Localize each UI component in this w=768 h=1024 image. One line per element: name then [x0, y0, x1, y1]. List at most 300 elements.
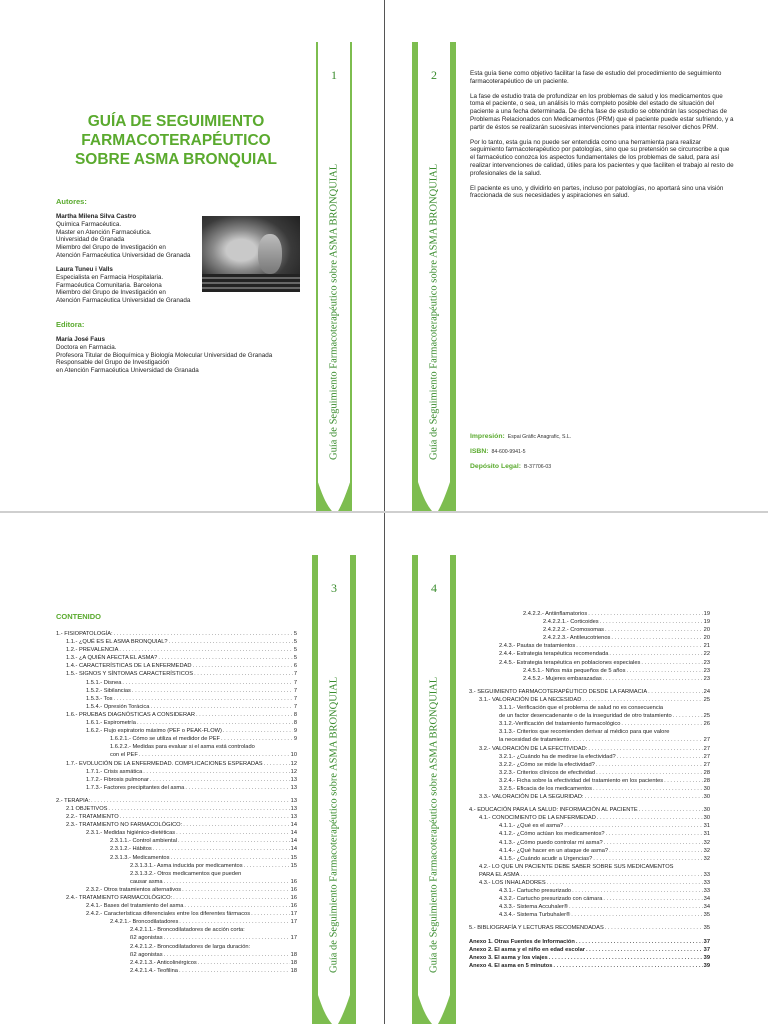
- toc-page-number: 13: [290, 814, 297, 821]
- toc-entry: [469, 728, 710, 736]
- toc-entry: [469, 855, 710, 863]
- toc-entry-title: de un factor desencadenante o de la inseguridad de otro tratamiento: [499, 713, 672, 720]
- toc-entry: [56, 735, 297, 743]
- toc-entry-title: 2.3.- TRATAMIENTO NO FARMACOLÓGICO:: [66, 822, 183, 829]
- toc-entry-title: 3.1.3.- Criterios que recomienden derivar al médico para que valore: [499, 729, 670, 736]
- toc-page-number: 14: [290, 830, 297, 837]
- editor-line: Profesora Titular de Bioquímica y Biología Molecular Universidad de Granada: [56, 351, 273, 359]
- author-1: [56, 213, 206, 260]
- toc-entry: [469, 895, 710, 903]
- toc-leader-dots: [113, 695, 292, 703]
- toc-entry: [469, 650, 710, 658]
- paragraph: Por lo tanto, esta guía no puede ser entendida como una herramienta para realizar seguimiento farmacoterapéutico por patologías, sino que su pretensión se circunscribe a que el farmacéutico conozca los aspectos fundamentales de los problemas de salud, para así realizar intervenciones de calidad, útiles para los pacientes y que faciliten el trabajo al resto de profesionales de la salud.: [470, 138, 734, 177]
- toc-entry-title: 2.3.1.3.2.- Otros medicamentos que pueden: [130, 870, 242, 877]
- toc-leader-dots: [194, 670, 293, 678]
- toc-entry-title: 5.- BIBLIOGRAFÍA Y LECTURAS RECOMENDADAS: [469, 925, 604, 932]
- toc-entry-title: 4.3.2.- Cartucho presurizado con cámara: [499, 896, 603, 903]
- toc-page-number: 28: [703, 777, 710, 784]
- toc-entry: [56, 926, 297, 934]
- toc-page-number: 18: [290, 967, 297, 974]
- toc-page-number: 23: [703, 675, 710, 682]
- running-title: Guía de Seguimiento Farmacoterapéutico sobre ASMA BRONQUIAL: [428, 163, 440, 460]
- page-4: [384, 513, 768, 1024]
- toc-entry: [56, 854, 297, 862]
- toc-entry: [56, 959, 297, 967]
- toc-entry-title: 3.- SEGUIMIENTO FARMACOTERAPÉUTICO DESDE LA FARMACIA: [469, 688, 648, 695]
- toc-leader-dots: [184, 902, 289, 910]
- toc-leader-dots: [673, 712, 703, 720]
- toc-leader-dots: [137, 719, 293, 727]
- author-2: [56, 266, 206, 305]
- page-number: 3: [331, 581, 337, 595]
- toc-page-number: 8: [293, 711, 297, 718]
- toc-leader-dots: [182, 886, 290, 894]
- toc-leader-dots: [179, 918, 289, 926]
- toc-leader-dots: [183, 821, 289, 829]
- toc-entry-title: 2.4.2.2.2.- Cromosomas: [543, 627, 605, 634]
- toc-page-number: 7: [293, 679, 297, 686]
- toc-entry: [56, 837, 297, 845]
- toc-entry: [56, 862, 297, 870]
- toc-entry: [469, 667, 710, 675]
- intro-text: [470, 70, 735, 207]
- toc-entry: [469, 720, 710, 728]
- toc-entry: [56, 743, 297, 751]
- toc-page-number: 22: [703, 651, 710, 658]
- toc-leader-dots: [597, 814, 703, 822]
- toc-page-number: 5: [293, 631, 297, 637]
- toc-entry: [56, 797, 297, 805]
- toc-page-number: 39: [703, 962, 710, 969]
- toc-page-number: 19: [703, 619, 710, 626]
- side-band: [412, 555, 456, 1024]
- toc-entry: [56, 813, 297, 821]
- author-line: Master en Atención Farmacéutica.: [56, 228, 152, 236]
- toc-leader-dots: [585, 793, 703, 801]
- toc-entry-title: 1.6.2.2.- Medidas para evaluar si el asma está controlado: [110, 744, 255, 751]
- toc-entry-title: 4.1.3.- ¿Cómo puedo controlar mi asma?: [499, 839, 603, 846]
- toc-entry-title: causar asma: [130, 878, 163, 885]
- toc-entry-title: 3.2.5.- Eficacia de los medicamentos: [499, 785, 592, 792]
- toc-page-number: 14: [290, 838, 297, 845]
- page-number: 2: [431, 68, 437, 82]
- title-line: SOBRE ASMA BRONQUIAL: [74, 151, 278, 168]
- toc-entry-title: Anexo 1. Otras Fuentes de Información: [469, 938, 575, 945]
- toc-entry-title: 1.- FISIOPATOLOGÍA:: [56, 631, 113, 637]
- isbn-line: [470, 448, 526, 455]
- toc-entry: [56, 662, 297, 670]
- toc-entry: [469, 712, 710, 720]
- toc-page-number: 30: [703, 815, 710, 822]
- toc-heading: CONTENIDO: [56, 612, 101, 621]
- toc-list: [56, 630, 297, 975]
- toc-page-number: 23: [703, 659, 710, 666]
- toc-entry-title: 2.4.5.1.- Niños más pequeños de 5 años: [523, 667, 626, 674]
- toc-page-number: 9: [293, 728, 297, 735]
- toc-page-number: 26: [703, 721, 710, 728]
- author-line: Química Farmacéutica.: [56, 220, 122, 228]
- toc-entry-title: 3.2.2.- ¿Cómo se mide la efectividad?: [499, 761, 595, 768]
- toc-page-number: 39: [703, 954, 710, 961]
- toc-entry-title: 2.3.1.- Medidas higiénico-dietéticas: [86, 830, 176, 837]
- toc-leader-dots: [596, 761, 703, 769]
- toc-leader-dots: [179, 967, 290, 975]
- toc-entry: [469, 806, 710, 814]
- toc-page-number: 24: [703, 688, 710, 695]
- toc-page-number: 20: [703, 627, 710, 634]
- toc-page-number: 27: [703, 753, 710, 760]
- toc-leader-dots: [572, 887, 703, 895]
- toc-entry: [56, 768, 297, 776]
- toc-leader-dots: [132, 687, 293, 695]
- toc-page-number: 35: [703, 912, 710, 919]
- toc-page-number: 7: [293, 671, 297, 678]
- toc-leader-dots: [244, 862, 290, 870]
- toc-leader-dots: [605, 626, 703, 634]
- toc-entry-title: 4.1.2.- ¿Cómo actúan los medicamentos?: [499, 831, 605, 838]
- toc-entry-title: 1.6.- PRUEBAS DIAGNÓSTICAS A CONSIDERAR: [66, 711, 195, 718]
- toc-leader-dots: [596, 769, 703, 777]
- toc-entry-title: 1.6.1.- Espirometría: [86, 720, 136, 727]
- toc-entry-title: 1.6.2.1.- Cómo se utiliza el medidor de PEF: [110, 736, 221, 743]
- side-band: [312, 555, 356, 1024]
- toc-leader-dots: [588, 745, 702, 753]
- toc-entry: [56, 821, 297, 829]
- toc-entry: [469, 785, 710, 793]
- toc-page-number: 35: [703, 925, 710, 932]
- toc-page-number: 13: [290, 776, 297, 783]
- toc-page-number: 33: [703, 888, 710, 895]
- toc-entry: [56, 679, 297, 687]
- side-band: [412, 42, 456, 511]
- toc-entry: [469, 814, 710, 822]
- toc-entry-title: 4.3.3.- Sistema Accuhaler®: [499, 904, 568, 911]
- toc-entry: [469, 688, 710, 696]
- toc-entry: [469, 736, 710, 744]
- toc-entry: [56, 711, 297, 719]
- toc-entry: [469, 618, 710, 626]
- toc-leader-dots: [139, 751, 290, 759]
- toc-leader-dots: [593, 855, 702, 863]
- toc-entry-title: 1.5.4.- Opresión Torácica: [86, 703, 150, 710]
- toc-entry-title: 3.2.1.- ¿Cuándo ha de medirse la efectividad?: [499, 753, 616, 760]
- toc-entry-title: 2.3.1.2.- Hábitos: [110, 846, 152, 853]
- toc-leader-dots: [108, 805, 289, 813]
- toc-leader-dots: [158, 654, 292, 662]
- editor-line: en Atención Farmacéutica Universidad de Granada: [56, 367, 199, 375]
- toc-page-number: 7: [293, 695, 297, 702]
- toc-entry-title: con el PEF: [110, 752, 138, 759]
- toc-leader-dots: [143, 768, 289, 776]
- side-band: [312, 42, 356, 511]
- toc-entry-title: 1.5.2.- Sibilancias: [86, 687, 131, 694]
- toc-leader-dots: [91, 797, 290, 805]
- toc-list: [469, 610, 710, 970]
- toc-page-number: 30: [703, 807, 710, 814]
- toc-entry-title: 2.3.1.3.- Medicamentos: [110, 854, 170, 861]
- toc-leader-dots: [192, 662, 292, 670]
- toc-entry: [469, 626, 710, 634]
- deposito-value: B-37706-03: [523, 464, 552, 470]
- toc-entry: [56, 695, 297, 703]
- toc-leader-dots: [621, 720, 702, 728]
- toc-entry-title: 1.7.1.- Crisis asmática: [86, 768, 143, 775]
- page-number: 4: [431, 581, 437, 595]
- toc-entry-title: 3.2.- VALORACIÓN DE LA EFECTIVIDAD:: [479, 745, 588, 752]
- toc-page-number: 32: [703, 847, 710, 854]
- toc-entry-title: la necesidad de tratamiento: [499, 737, 569, 744]
- toc-page-number: 17: [290, 919, 297, 926]
- toc-entry: [469, 946, 710, 954]
- toc-entry: [56, 784, 297, 792]
- toc-entry-title: 1.5.- SIGNOS Y SÍNTOMAS CARACTERÍSTICOS: [66, 671, 194, 678]
- toc-page-number: 12: [290, 768, 297, 775]
- toc-page-number: 15: [290, 862, 297, 869]
- toc-page-number: 27: [703, 745, 710, 752]
- toc-entry: [469, 777, 710, 785]
- author-line: Especialista en Farmacia Hospitalaria.: [56, 273, 164, 281]
- child-photo: [202, 216, 300, 292]
- toc-entry-title: 4.1.4.- ¿Qué hacer en un ataque de asma?: [499, 847, 609, 854]
- toc-page-number: 21: [703, 643, 710, 650]
- toc-entry: [469, 879, 710, 887]
- toc-leader-dots: [547, 879, 703, 887]
- toc-entry-title: 3.1.2.-Verificación del tratamiento farmacológico: [499, 721, 621, 728]
- toc-entry-title: 2.4.- TRATAMIENTO FARMACOLÓGICO:: [66, 895, 173, 901]
- toc-leader-dots: [664, 777, 703, 785]
- toc-leader-dots: [569, 903, 703, 911]
- toc-entry: [469, 769, 710, 777]
- paragraph: La fase de estudio trata de profundizar en los problemas de salud y los medicamentos que toma el paciente, o sea, un análisis lo más completo posible del estado de situación del paciente a una fecha determinada. De dicha fase de estudio se obtendrán las sospechas de Problemas Relacionados con Medicamentos (PRM) que el paciente puede estar sufriendo, y a partir de éstos se realizarán sucesivas intervenciones para intentar resolver dichos PRM.: [470, 92, 734, 131]
- toc-entry: [469, 704, 710, 712]
- toc-leader-dots: [617, 753, 703, 761]
- toc-leader-dots: [600, 618, 703, 626]
- toc-entry-title: 2.4.2.1.3.- Anticolinérgicos: [130, 959, 197, 966]
- toc-entry: [469, 793, 710, 801]
- toc-entry-title: 4.1.5.- ¿Cuándo acudir a Urgencias?: [499, 855, 593, 862]
- toc-leader-dots: [164, 878, 290, 886]
- toc-entry: [469, 938, 710, 946]
- toc-leader-dots: [173, 894, 290, 902]
- toc-page-number: 5: [293, 655, 297, 662]
- toc-leader-dots: [122, 679, 292, 687]
- toc-entry: [469, 839, 710, 847]
- toc-entry: [469, 871, 710, 879]
- author-line: Miembro del Grupo de Investigación en: [56, 244, 166, 252]
- imprint-value: Espai Gràfic Anagrafic, S.L.: [507, 434, 572, 440]
- toc-leader-dots: [582, 696, 702, 704]
- toc-entry-title: 2.4.3.- Pautas de tratamientos: [499, 643, 576, 650]
- toc-entry-title: 3.3.- VALORACIÓN DE LA SEGURIDAD:: [479, 794, 584, 801]
- paragraph: El paciente es uno, y dividirlo en partes, incluso por patologías, no aportará sino una visión fraccionada de sus necesidades y aspiraciones en salud.: [470, 184, 724, 200]
- toc-entry-title: Anexo 3. El asma y los viajes: [469, 954, 548, 961]
- toc-entry: [469, 761, 710, 769]
- toc-entry: [56, 902, 297, 910]
- isbn-label: ISBN:: [470, 448, 489, 455]
- toc-page-number: 25: [703, 696, 710, 703]
- toc-entry-title: 4.3.4.- Sistema Turbuhaler®: [499, 912, 571, 919]
- toc-entry-title: PARA EL ASMA: [479, 871, 520, 878]
- toc-leader-dots: [609, 650, 702, 658]
- authors-label: Autores:: [56, 197, 87, 206]
- toc-leader-dots: [196, 711, 293, 719]
- toc-entry: [469, 610, 710, 618]
- toc-leader-dots: [605, 924, 703, 932]
- running-title: Guía de Seguimiento Farmacoterapéutico sobre ASMA BRONQUIAL: [328, 676, 340, 973]
- toc-leader-dots: [198, 959, 290, 967]
- toc-page-number: 30: [703, 785, 710, 792]
- toc-entry-title: 2.4.2.2.3.- Antileucotrienos: [543, 635, 611, 642]
- page-1: [0, 0, 384, 511]
- toc-entry: [56, 910, 297, 918]
- toc-entry-title: 2.4.2.1.- Broncodilatadores: [110, 919, 179, 926]
- toc-leader-dots: [221, 735, 293, 743]
- toc-entry-title: 2.4.2.1.1.- Broncodilatadores de acción corta:: [130, 927, 245, 934]
- toc-entry-title: 3.1.1.- Verificación que el problema de salud no es consecuencia: [499, 705, 664, 712]
- toc-entry-title: 2.4.2.1.4.- Teofilina: [130, 967, 178, 974]
- toc-entry-title: 4.1.- CONOCIMIENTO DE LA ENFERMEDAD: [479, 815, 596, 822]
- editor-block: [56, 336, 296, 375]
- toc-entry: [56, 776, 297, 784]
- toc-entry-title: 2.4.2.- Características diferenciales entre los diferentes fármacos: [86, 911, 251, 918]
- toc-entry-title: 1.7.2.- Fibrosis pulmonar: [86, 776, 149, 783]
- toc-entry: [469, 863, 710, 871]
- toc-entry: [469, 962, 710, 970]
- title-line: FARMACOTERAPÉUTICO: [81, 132, 271, 149]
- toc-page-number: 17: [290, 935, 297, 942]
- toc-page-number: 13: [290, 784, 297, 791]
- toc-leader-dots: [114, 630, 293, 638]
- toc-entry: [56, 894, 297, 902]
- page-number: 1: [331, 68, 337, 82]
- toc-leader-dots: [641, 659, 702, 667]
- page-2: [384, 0, 768, 511]
- toc-entry-title: 2.3.2.- Otros tratamientos alternativos: [86, 886, 182, 893]
- toc-page-number: 7: [293, 687, 297, 694]
- toc-page-number: 27: [703, 761, 710, 768]
- toc-leader-dots: [611, 634, 702, 642]
- toc-page-number: 16: [290, 878, 297, 885]
- toc-page-number: 18: [290, 951, 297, 958]
- toc-page-number: 31: [703, 823, 710, 830]
- toc-entry: [469, 675, 710, 683]
- toc-page-number: 25: [703, 713, 710, 720]
- toc-page-number: 32: [703, 839, 710, 846]
- toc-entry-title: 1.5.3.- Tos: [86, 695, 113, 702]
- toc-page-number: 16: [290, 886, 297, 893]
- toc-page-number: 13: [290, 797, 297, 804]
- author-line: Universidad de Granada: [56, 236, 125, 244]
- toc-page-number: 13: [290, 805, 297, 812]
- toc-entry: [56, 760, 297, 768]
- toc-entry-title: ß2 agonistas: [130, 951, 163, 958]
- toc-entry: [469, 954, 710, 962]
- book-title: [60, 112, 292, 169]
- toc-entry: [469, 924, 710, 932]
- toc-leader-dots: [570, 736, 703, 744]
- toc-page-number: 10: [290, 752, 297, 759]
- toc-leader-dots: [150, 703, 292, 711]
- toc-leader-dots: [604, 839, 703, 847]
- toc-entry-title: 2.3.1.1.- Control ambiental: [110, 838, 178, 845]
- toc-entry: [469, 830, 710, 838]
- title-line: GUÍA DE SEGUIMIENTO: [87, 113, 265, 130]
- toc-entry-title: 1.4.- CARACTERÍSTICAS DE LA ENFERMEDAD: [66, 663, 192, 670]
- toc-entry-title: 2.1 OBJETIVOS: [66, 805, 108, 812]
- toc-page-number: 5: [293, 639, 297, 646]
- toc-entry-title: 1.5.1.- Disnea: [86, 679, 122, 686]
- toc-page-number: 18: [290, 959, 297, 966]
- toc-entry-title: 1.7.3.- Factores precipitantes del asma: [86, 784, 185, 791]
- toc-page-number: 34: [703, 896, 710, 903]
- toc-entry-title: 2.4.1.- Bases del tratamiento del asma: [86, 903, 184, 910]
- toc-page-number: 37: [703, 938, 710, 945]
- toc-entry: [469, 903, 710, 911]
- editor-label: Editora:: [56, 320, 85, 329]
- toc-entry-title: 2.3.1.3.1.- Asma inducida por medicamentos: [130, 862, 243, 869]
- toc-leader-dots: [178, 837, 290, 845]
- toc-leader-dots: [564, 822, 702, 830]
- toc-leader-dots: [164, 934, 290, 942]
- toc-page-number: 31: [703, 831, 710, 838]
- toc-leader-dots: [120, 813, 290, 821]
- toc-leader-dots: [571, 911, 702, 919]
- toc-leader-dots: [176, 829, 290, 837]
- toc-leader-dots: [588, 610, 702, 618]
- toc-page-number: 30: [703, 794, 710, 801]
- toc-entry: [56, 670, 297, 678]
- toc-leader-dots: [170, 854, 289, 862]
- photo-sweater: [202, 274, 300, 292]
- toc-page-number: 5: [293, 647, 297, 654]
- toc-leader-dots: [593, 785, 703, 793]
- running-title: Guía de Seguimiento Farmacoterapéutico sobre ASMA BRONQUIAL: [328, 163, 340, 460]
- toc-entry-title: 3.1.- VALORACIÓN DE LA NECESIDAD: [479, 696, 582, 703]
- isbn-value: 84-600-9941-5: [491, 449, 526, 455]
- toc-page-number: 8: [293, 720, 297, 727]
- toc-entry: [56, 829, 297, 837]
- toc-entry: [56, 845, 297, 853]
- toc-entry: [469, 822, 710, 830]
- toc-leader-dots: [150, 776, 290, 784]
- paragraph: Esta guía tiene como objetivo facilitar la fase de estudio del procedimiento de seguimiento farmacoterapéutico de un paciente.: [470, 70, 722, 85]
- toc-entry: [56, 878, 297, 886]
- toc-entry-title: 4.2.- LO QUE UN PACIENTE DEBE SABER SOBRE SUS MEDICAMENTOS: [479, 863, 674, 870]
- toc-page-number: 14: [290, 846, 297, 853]
- toc-leader-dots: [606, 830, 703, 838]
- toc-entry: [56, 951, 297, 959]
- toc-entry: [56, 751, 297, 759]
- toc-leader-dots: [626, 667, 702, 675]
- toc-leader-dots: [576, 642, 702, 650]
- toc-entry: [469, 642, 710, 650]
- toc-leader-dots: [153, 845, 290, 853]
- toc-entry: [56, 934, 297, 942]
- toc-entry: [469, 911, 710, 919]
- imprint-label: Impresión:: [470, 433, 505, 440]
- toc-entry-title: 4.1.1.- ¿Qué es el asma?: [499, 823, 564, 830]
- toc-page-number: 37: [703, 946, 710, 953]
- toc-entry-title: 2.4.2.1.2.- Broncodilatadores de larga duración:: [130, 943, 251, 950]
- toc-page-number: 9: [293, 736, 297, 743]
- toc-page-number: 19: [703, 611, 710, 617]
- toc-entry: [56, 727, 297, 735]
- toc-page-number: 15: [290, 854, 297, 861]
- toc-entry: [56, 967, 297, 975]
- toc-entry: [56, 943, 297, 951]
- deposito-label: Depósito Legal:: [470, 463, 521, 470]
- toc-leader-dots: [169, 638, 293, 646]
